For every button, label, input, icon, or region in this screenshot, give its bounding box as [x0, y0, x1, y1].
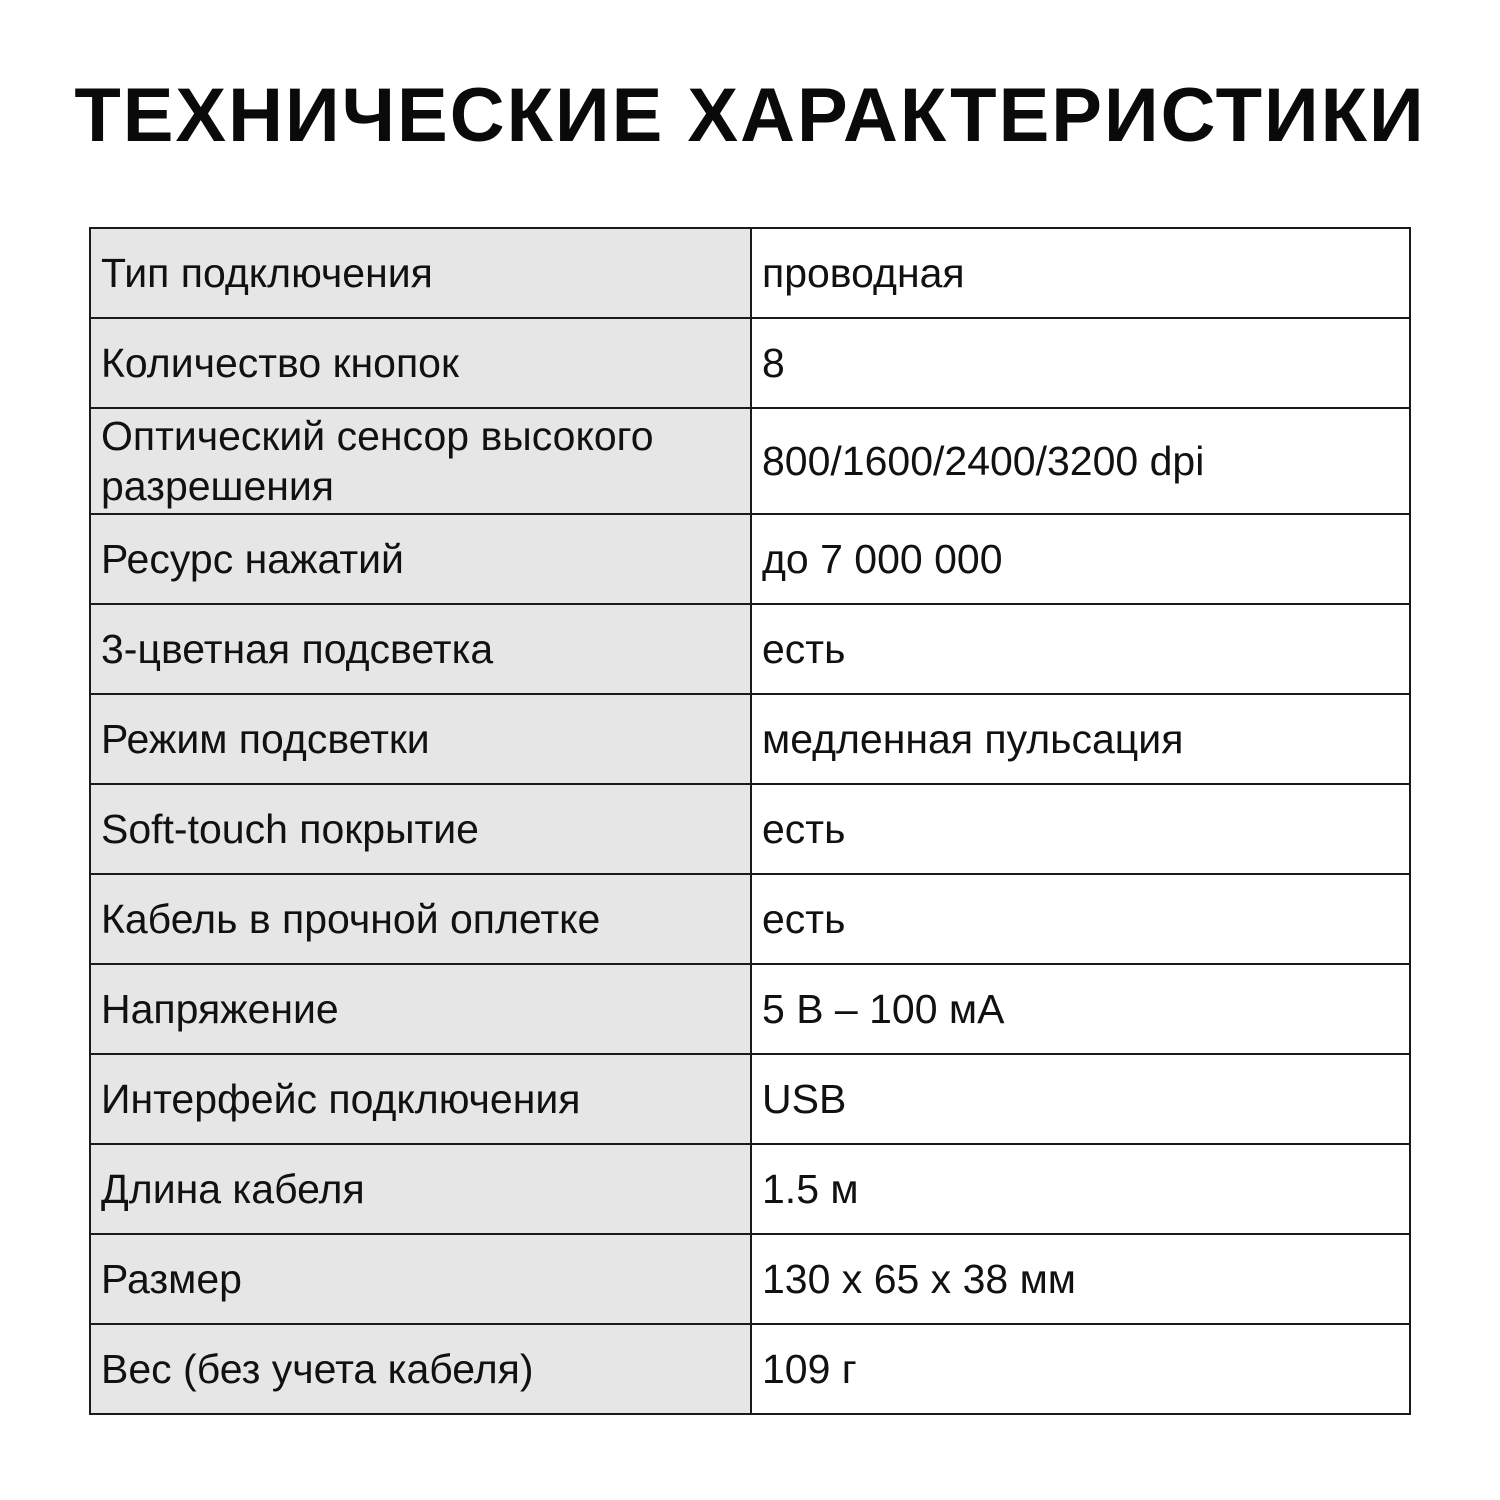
table-row: [90, 514, 1410, 604]
table-row: [90, 604, 1410, 694]
spec-label: Кабель в прочной оплетке: [90, 874, 751, 964]
spec-value: 8: [751, 318, 1410, 408]
spec-value: медленная пульсация: [751, 694, 1410, 784]
spec-value: 130 x 65 x 38 мм: [751, 1234, 1410, 1324]
table-row: [90, 1054, 1410, 1144]
table-row: [90, 784, 1410, 874]
page-title: ТЕХНИЧЕСКИЕ ХАРАКТЕРИСТИКИ: [74, 73, 1426, 158]
spec-value: 109 г: [751, 1324, 1410, 1414]
spec-label: Тип подключения: [90, 228, 751, 318]
spec-value: проводная: [751, 228, 1410, 318]
spec-value: 1.5 м: [751, 1144, 1410, 1234]
spec-value: 800/1600/2400/3200 dpi: [751, 408, 1410, 514]
spec-label: Размер: [90, 1234, 751, 1324]
spec-label: Количество кнопок: [90, 318, 751, 408]
spec-value: есть: [751, 784, 1410, 874]
spec-value: есть: [751, 604, 1410, 694]
spec-label: Напряжение: [90, 964, 751, 1054]
table-row: [90, 228, 1410, 318]
spec-label: Оптический сенсор высокого разрешения: [90, 408, 751, 514]
table-row: [90, 964, 1410, 1054]
spec-label: Вес (без учета кабеля): [90, 1324, 751, 1414]
spec-label: Soft-touch покрытие: [90, 784, 751, 874]
spec-label: Интерфейс подключения: [90, 1054, 751, 1144]
table-row: [90, 1324, 1410, 1414]
specs-table: [89, 227, 1411, 1415]
spec-label: 3-цветная подсветка: [90, 604, 751, 694]
table-row: [90, 694, 1410, 784]
table-row: [90, 408, 1410, 514]
spec-label: Режим подсветки: [90, 694, 751, 784]
spec-value: до 7 000 000: [751, 514, 1410, 604]
spec-value: USB: [751, 1054, 1410, 1144]
table-row: [90, 874, 1410, 964]
spec-value: 5 В – 100 мА: [751, 964, 1410, 1054]
spec-label: Ресурс нажатий: [90, 514, 751, 604]
table-row: [90, 318, 1410, 408]
spec-value: есть: [751, 874, 1410, 964]
table-row: [90, 1234, 1410, 1324]
table-row: [90, 1144, 1410, 1234]
spec-label: Длина кабеля: [90, 1144, 751, 1234]
